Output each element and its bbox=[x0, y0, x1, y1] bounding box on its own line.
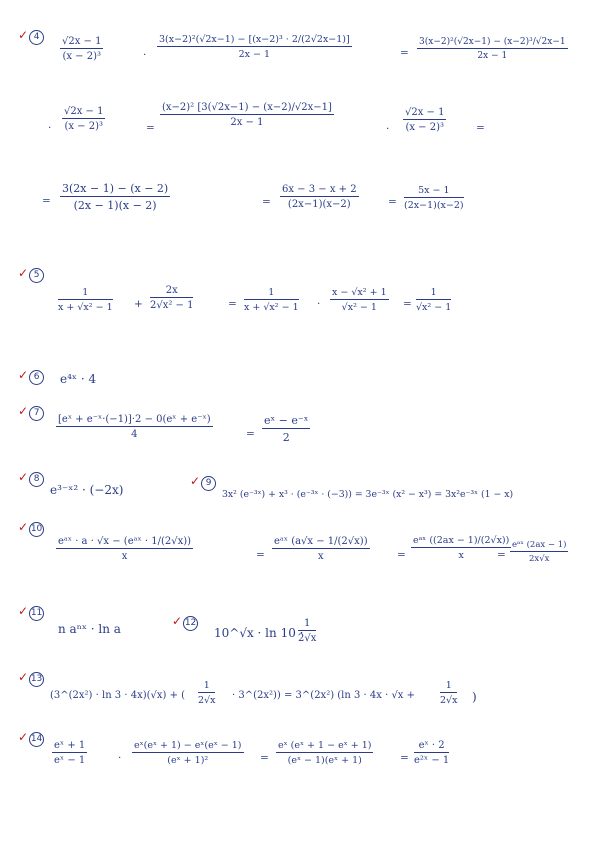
p6-expression: e⁴ˣ · 4 bbox=[60, 372, 97, 386]
p5-fraction-5: $\frac{1}{\text{√x² − 1}}$ bbox=[416, 287, 452, 313]
p10-fraction-1: eᵃˣ · a · √x − (eᵃˣ · 1/(2√x)) x bbox=[58, 536, 192, 562]
p10-fraction-3: eᵃˣ ((2ax − 1)/(2√x)) x bbox=[413, 535, 510, 561]
p10-equals-3: = bbox=[497, 549, 506, 561]
p5-fraction-3: $\frac{1}{\text{x + √x² − 1}}$ bbox=[244, 287, 299, 313]
p7-fraction-2: $\frac{\text{eˣ − e⁻ˣ}}{2}$ bbox=[264, 414, 309, 444]
p4-line2-equals-2: = bbox=[476, 122, 485, 134]
p9-expression: 3x² (e⁻³ˣ) + x³ · (e⁻³ˣ · (−3)) = 3e⁻³ˣ (x² − x³) = 3x²e⁻³ˣ (1 − x) bbox=[222, 489, 514, 500]
p10-fraction-4: eᵃˣ (2ax − 1) 2x√x bbox=[512, 540, 567, 564]
p5-fraction-1: $\frac{1}{\text{x + √x² − 1}}$ bbox=[58, 287, 113, 313]
checkmark-icon: ✓ bbox=[172, 614, 183, 628]
p13-fraction-2: $\frac{1}{2√x}$ bbox=[440, 680, 458, 706]
p5-dot: · bbox=[317, 298, 321, 310]
p10-fraction-2: eᵃˣ (a√x − 1/(2√x)) x bbox=[274, 536, 368, 562]
checkmark-icon: ✓ bbox=[18, 470, 29, 484]
p13-fraction-1: $\frac{1}{2√x}$ bbox=[198, 680, 216, 706]
p4-line2-dot: · bbox=[48, 122, 52, 134]
problem-7-number: ✓ 7 bbox=[18, 404, 44, 421]
p5-equals-2: = bbox=[403, 298, 412, 310]
checkmark-icon: ✓ bbox=[18, 368, 29, 382]
p5-fraction-4: $\frac{\text{x − √x² + 1}}{\text{√x² − 1}}$ bbox=[332, 287, 387, 313]
p4-line3-fraction-1: $\frac{3(2x - 1) - (x - 2)}{(2x - 1)(x - 2)}$ bbox=[62, 182, 169, 212]
checkmark-icon: ✓ bbox=[18, 404, 29, 418]
p7-equals: = bbox=[246, 428, 255, 440]
problem-8-number: ✓ 8 bbox=[18, 470, 44, 487]
problem-5-number: ✓ 5 bbox=[18, 266, 44, 283]
problem-6-number: ✓ 6 bbox=[18, 368, 44, 385]
p4-line2-fraction-1: $\frac{√2x - 1}{\text{(x − 2)³}}$ bbox=[64, 106, 104, 132]
p13-expression-a: (3^(2x²) · ln 3 · 4x)(√x) + ( bbox=[50, 690, 186, 701]
p4-fraction-3: $\frac{\text{3(x−2)²(√2x−1) − (x−2)³/√2x−1}}{2x - 1}$ bbox=[419, 37, 566, 61]
p4-fraction-2: $\frac{\text{3(x−2)²(√2x−1) − [(x−2)³ · 2/(2√2x−1)]}}{2x - 1}$ bbox=[159, 34, 350, 60]
p4-line3-fraction-2: $\frac{6x - 3 - x + 2}{(2x-1)(x-2)}$ bbox=[282, 184, 357, 210]
p4-line3-equals-3: = bbox=[388, 196, 397, 208]
p4-fraction-1: $\frac{√2x - 1}{\text{(x − 2)³}}$ bbox=[62, 36, 102, 62]
problem-4-number: ✓ 4 bbox=[18, 28, 44, 45]
p14-dot: · bbox=[118, 752, 122, 764]
p4-line2-equals: = bbox=[146, 122, 155, 134]
p4-equals: = bbox=[400, 47, 409, 59]
checkmark-icon: ✓ bbox=[18, 670, 29, 684]
problem-9-number: ✓ 9 bbox=[190, 474, 216, 491]
p10-equals-2: = bbox=[397, 549, 406, 561]
p5-fraction-2: $\frac{2x}{\text{2√x² − 1}}$ bbox=[150, 285, 194, 311]
checkmark-icon: ✓ bbox=[18, 520, 29, 534]
p4-line2-dot-2: · bbox=[386, 123, 390, 135]
p10-equals: = bbox=[256, 549, 265, 561]
checkmark-icon: ✓ bbox=[18, 730, 29, 744]
p14-equals-2: = bbox=[400, 752, 409, 764]
problem-14-number: ✓ 14 bbox=[18, 730, 44, 747]
p14-fraction-3: $\frac{\text{eˣ (eˣ + 1 − eˣ + 1)}}{\text{(eˣ − 1)(eˣ + 1)}}$ bbox=[278, 740, 372, 766]
p4-dot: · bbox=[143, 49, 147, 61]
checkmark-icon: ✓ bbox=[18, 28, 29, 42]
p8-expression: e³⁻ˣ² · (−2x) bbox=[50, 483, 124, 497]
problem-12-number: ✓ 12 bbox=[172, 614, 198, 631]
checkmark-icon: ✓ bbox=[18, 604, 29, 618]
p4-line3-fraction-3: $\frac{5x - 1}{(2x-1)(x-2)}$ bbox=[404, 185, 464, 211]
p14-equals: = bbox=[260, 752, 269, 764]
p11-expression: n aⁿˣ · ln a bbox=[58, 622, 121, 636]
p14-fraction-4: $\frac{\text{eˣ · 2}}{\text{e²ˣ − 1}}$ bbox=[414, 740, 450, 766]
checkmark-icon: ✓ bbox=[18, 266, 29, 280]
p13-expression-c: ) bbox=[472, 690, 477, 704]
p5-plus: + bbox=[134, 298, 143, 310]
p4-line2-fraction-3: $\frac{√2x - 1}{\text{(x − 2)³}}$ bbox=[405, 107, 445, 133]
p12-expression: 10^√x · ln 10 · bbox=[214, 626, 304, 640]
p14-fraction-1: $\frac{\text{eˣ + 1}}{\text{eˣ − 1}}$ bbox=[54, 740, 86, 766]
p13-expression-b: · 3^(2x²)) = 3^(2x²) (ln 3 · 4x · √x + bbox=[232, 690, 416, 701]
problem-11-number: ✓ 11 bbox=[18, 604, 44, 621]
problem-13-number: ✓ 13 bbox=[18, 670, 44, 687]
p14-fraction-2: $\frac{\text{eˣ(eˣ + 1) − eˣ(eˣ − 1)}}{\text{(eˣ + 1)²}}$ bbox=[134, 740, 242, 766]
p4-line3-equals: = bbox=[42, 195, 51, 207]
p7-fraction-1: $\frac{\text{[eˣ + e⁻ˣ·(−1)]·2 − 0(eˣ + e⁻ˣ)}}{4}$ bbox=[58, 414, 211, 440]
p12-fraction: $\frac{1}{2√x}$ bbox=[298, 618, 317, 644]
problem-10-number: ✓ 10 bbox=[18, 520, 44, 537]
p5-equals: = bbox=[228, 298, 237, 310]
p4-line3-equals-2: = bbox=[262, 196, 271, 208]
checkmark-icon: ✓ bbox=[190, 474, 201, 488]
p4-line2-fraction-2: $\frac{\text{(x−2)² [3(√2x−1) − (x−2)/√2x−1]}}{2x - 1}$ bbox=[162, 102, 332, 128]
